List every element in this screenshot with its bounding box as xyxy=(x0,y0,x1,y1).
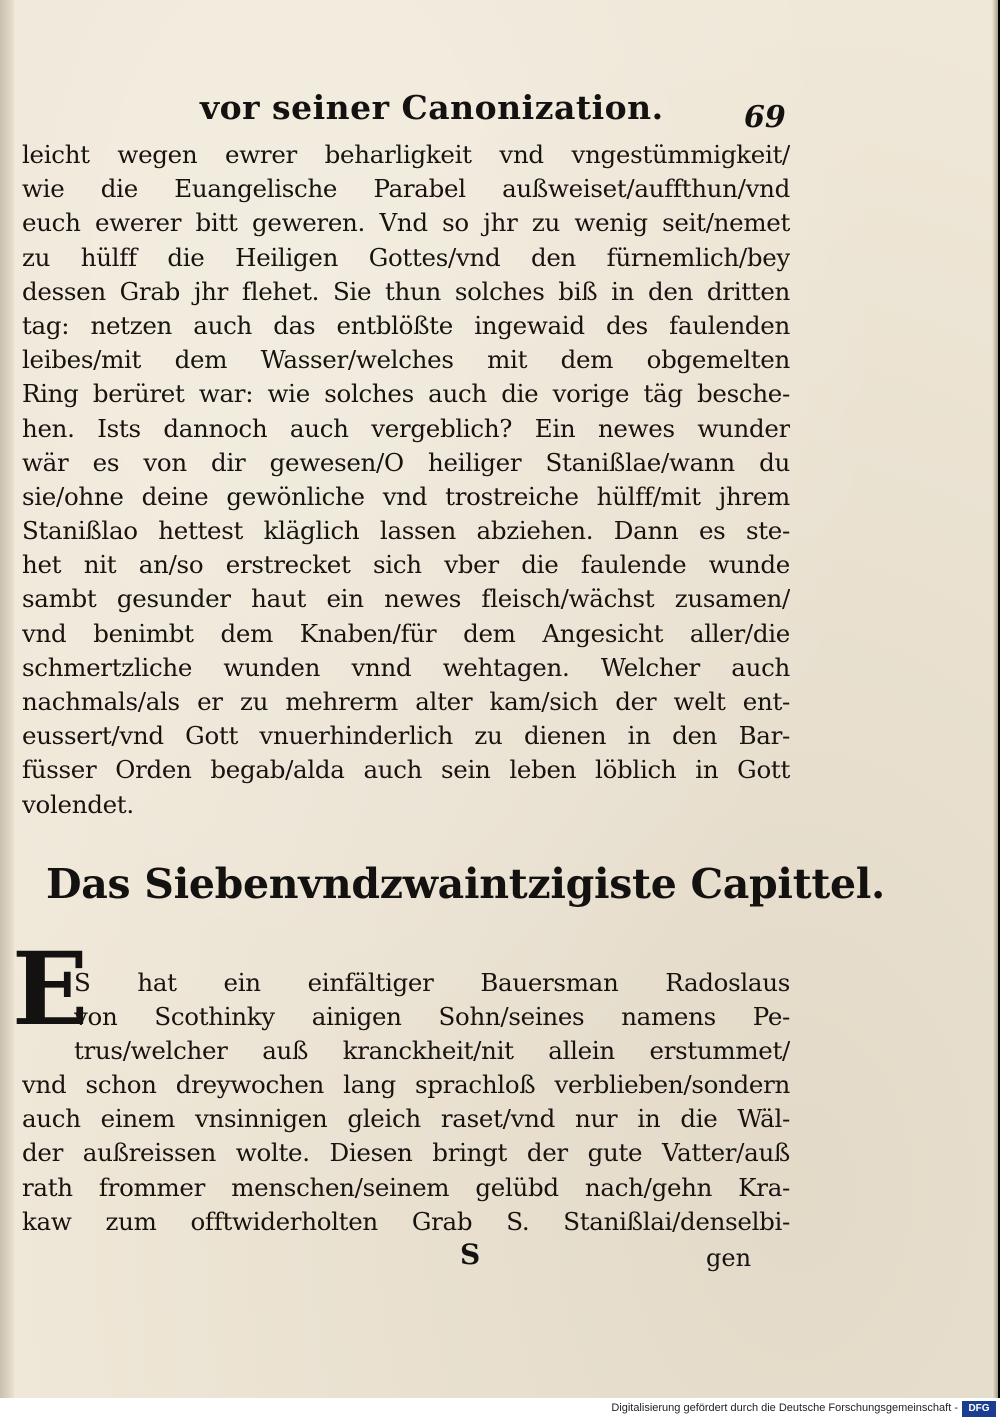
text-line: vnd schon dreywochen lang sprachloß verblieben/sondern xyxy=(22,1070,790,1099)
text-line: der außreissen wolte. Diesen bringt der gute Vatter/auß xyxy=(22,1138,790,1168)
text-line: Stanißlao hettest kläglich lassen abziehen. Dann es ste- xyxy=(22,516,790,546)
signature-mark: S xyxy=(460,1238,481,1271)
text-line: leibes/mit dem Wasser/welches mit dem obgemelten xyxy=(22,345,790,375)
paragraph-2 xyxy=(22,1068,790,1239)
page-edge xyxy=(992,0,998,1398)
text-line: sie/ohne deine gewönliche vnd trostreiche hülff/mit jhrem xyxy=(22,481,790,511)
digitization-footer xyxy=(0,1398,1000,1420)
text-line: auch einem vnsinnigen gleich raset/vnd nur in die Wäl- xyxy=(22,1104,790,1134)
text-line: tag: netzen auch das entblößte ingewaid des faulenden xyxy=(22,310,790,340)
text-line: sambt gesunder haut ein newes fleisch/wächst zusamen/ xyxy=(22,584,790,614)
text-line: het nit an/so erstrecket sich vber die faulende wunde xyxy=(22,550,790,580)
text-line: füsser Orden begab/alda auch sein leben löblich in Gott xyxy=(22,755,790,785)
text-line: hen. Ists dannoch auch vergeblich? Ein newes wunder xyxy=(22,413,790,443)
text-line: vnd benimbt dem Knaben/für dem Angesicht aller/die xyxy=(22,618,790,648)
text-line: wär es von dir gewesen/O heiliger Stanißlae/wann du xyxy=(22,447,790,477)
text-line: dessen Grab jhr flehet. Sie thun solches biß in den dritten xyxy=(22,276,790,306)
text-line-last: volendet. xyxy=(22,789,134,819)
running-head: vor seiner Canonization. xyxy=(200,88,664,127)
page-number: 69 xyxy=(744,100,786,135)
paragraph-2-indented xyxy=(74,966,790,1069)
text-line: eussert/vnd Gott vnuerhinderlich zu dienen in den Bar- xyxy=(22,721,790,751)
text-line: euch ewerer bitt geweren. Vnd so jhr zu wenig seit/nemet xyxy=(22,208,790,238)
text-line: zu hülff die Heiligen Gottes/vnd den fürnemlich/bey xyxy=(22,242,790,272)
text-line: Ring berüret war: wie solches auch die vorige täg besche- xyxy=(22,379,790,409)
funding-notice: Digitalisierung gefördert durch die Deutsche Forschungsgemeinschaft - xyxy=(611,1402,958,1414)
text-line: rath frommer menschen/seinem gelübd nach/gehn Kra- xyxy=(22,1172,790,1202)
text-line: kaw zum offtwiderholten Grab S. Stanißlai/denselbi- xyxy=(22,1206,790,1236)
drop-cap-initial: E xyxy=(12,930,89,1048)
catchword: gen xyxy=(706,1244,752,1272)
text-line: von Scothinky ainigen Sohn/seines namens Pe- xyxy=(74,1002,790,1032)
text-line: S hat ein einfältiger Bauersman Radoslaus xyxy=(74,968,790,997)
page-gutter-shadow xyxy=(0,0,14,1398)
dfg-logo: DFG xyxy=(962,1401,996,1417)
paragraph-1 xyxy=(22,138,790,822)
text-line: wie die Euangelische Parabel außweiset/auffthun/vnd xyxy=(22,174,790,204)
text-line: trus/welcher auß kranckheit/nit allein erstummet/ xyxy=(74,1036,790,1066)
chapter-heading: Das Siebenvndzwaintzigiste Capittel. xyxy=(46,860,886,908)
text-line: leicht wegen ewrer beharligkeit vnd vngestümmigkeit/ xyxy=(22,140,790,169)
text-line: nachmals/als er zu mehrerm alter kam/sich der welt ent- xyxy=(22,687,790,716)
text-line: schmertzliche wunden vnnd wehtagen. Welcher auch xyxy=(22,652,790,682)
